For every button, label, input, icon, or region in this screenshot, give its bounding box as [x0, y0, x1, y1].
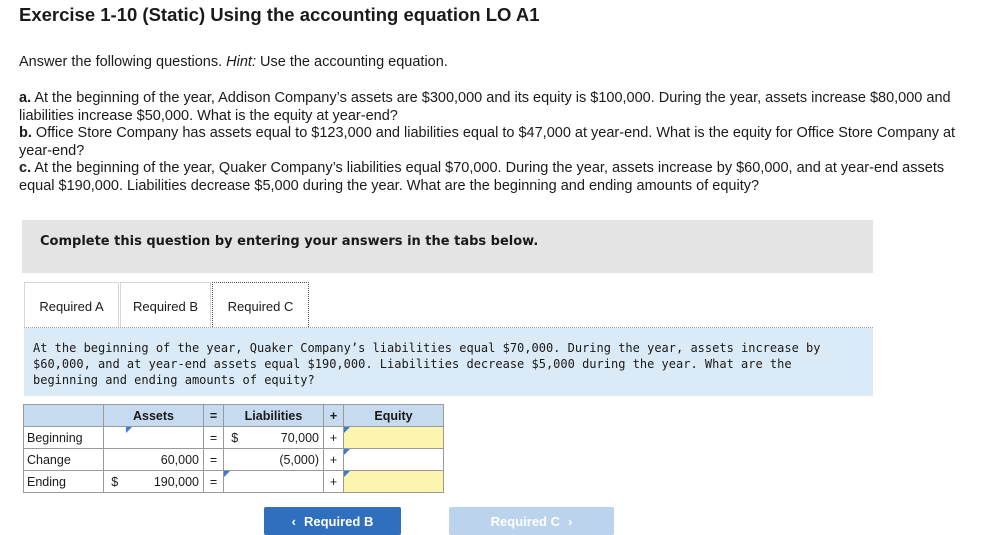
plus-sign: + — [324, 449, 344, 471]
table-row-ending — [24, 471, 444, 493]
change-liabilities: (5,000) — [246, 449, 324, 471]
table-row-beginning — [24, 427, 444, 449]
plus-sign: + — [324, 471, 344, 493]
hint-label: Hint: — [226, 54, 256, 70]
header-liabilities: Liabilities — [224, 405, 324, 427]
equals-sign: = — [204, 449, 224, 471]
chevron-left-icon: ‹ — [291, 513, 296, 529]
header-equity: Equity — [344, 405, 444, 427]
instructions — [19, 54, 448, 70]
input-marker-icon — [344, 471, 350, 477]
beginning-assets-input[interactable] — [126, 427, 204, 449]
instruction-banner — [22, 220, 873, 273]
input-marker-icon — [344, 449, 350, 455]
question-text: At the beginning of the year, Addison Company’s assets are $300,000 and its equity is $100,000. During the year, assets increase $80,000 and liabilities increase $50,000. What is the equity at year-end? — [19, 90, 951, 124]
question-text: At the beginning of the year, Quaker Company’s liabilities equal $70,000. During the year, assets increase by $60,000, and at year-end assets equal $190,000. Liabilities decrease $5,000 during the year. What are the beginning and ending amounts of equity? — [19, 160, 945, 194]
chevron-right-icon: › — [568, 513, 573, 529]
row-label: Change — [24, 449, 104, 471]
page-title: Exercise 1-10 (Static) Using the accounting equation LO A1 — [19, 4, 540, 25]
instructions-text: Answer the following questions. — [19, 54, 227, 70]
ending-assets: 190,000 — [126, 471, 204, 493]
header-equals: = — [204, 405, 224, 427]
table-row-change — [24, 449, 444, 471]
tab-required-a[interactable]: Required A — [24, 282, 119, 329]
header-assets: Assets — [104, 405, 204, 427]
change-assets: 60,000 — [126, 449, 204, 471]
ending-equity-input[interactable] — [366, 471, 444, 493]
next-button-label: Required C — [490, 513, 560, 529]
tab-required-b[interactable]: Required B — [120, 282, 211, 329]
liabilities-dollar: $ — [224, 427, 246, 449]
question-b — [19, 125, 959, 160]
prev-button-label: Required B — [304, 513, 374, 529]
equals-sign: = — [204, 471, 224, 493]
row-label: Beginning — [24, 427, 104, 449]
beginning-liabilities: 70,000 — [246, 427, 324, 449]
banner-text: Complete this question by entering your answers in the tabs below. — [40, 234, 539, 249]
plus-sign: + — [324, 427, 344, 449]
question-panel — [24, 328, 873, 396]
question-text: Office Store Company has assets equal to $123,000 and liabilities equal to $47,000 at year-end. What is the equity for Office Store Company at year-end? — [19, 125, 956, 159]
beginning-equity-input[interactable] — [366, 427, 444, 449]
header-plus: + — [324, 405, 344, 427]
table-header-row — [24, 405, 444, 427]
tab-required-c[interactable]: Required C — [212, 282, 309, 329]
question-list — [19, 90, 959, 195]
input-marker-icon — [224, 471, 230, 477]
question-letter: c. — [19, 160, 32, 176]
assets-dollar: $ — [104, 471, 126, 493]
header-blank — [24, 405, 104, 427]
question-letter: a. — [19, 90, 32, 106]
change-equity-input[interactable] — [366, 449, 444, 471]
liabilities-dollar — [224, 449, 246, 471]
assets-dollar — [104, 449, 126, 471]
input-marker-icon — [344, 427, 350, 433]
equals-sign: = — [204, 427, 224, 449]
input-marker-icon — [126, 427, 132, 433]
assets-dollar — [104, 427, 126, 449]
row-label: Ending — [24, 471, 104, 493]
hint-text: Use the accounting equation. — [255, 54, 448, 70]
accounting-equation-table — [23, 404, 444, 493]
question-c — [19, 160, 959, 195]
question-a — [19, 90, 959, 125]
question-letter: b. — [19, 125, 32, 141]
ending-liabilities-input[interactable] — [246, 471, 324, 493]
panel-question-text: At the beginning of the year, Quaker Company’s liabilities equal $70,000. During the year, assets increase by $60,000, and at year-end assets equal $190,000. Liabilities decrease $5,000 during the year. What are the beginning and ending amounts of equity? — [33, 341, 821, 387]
